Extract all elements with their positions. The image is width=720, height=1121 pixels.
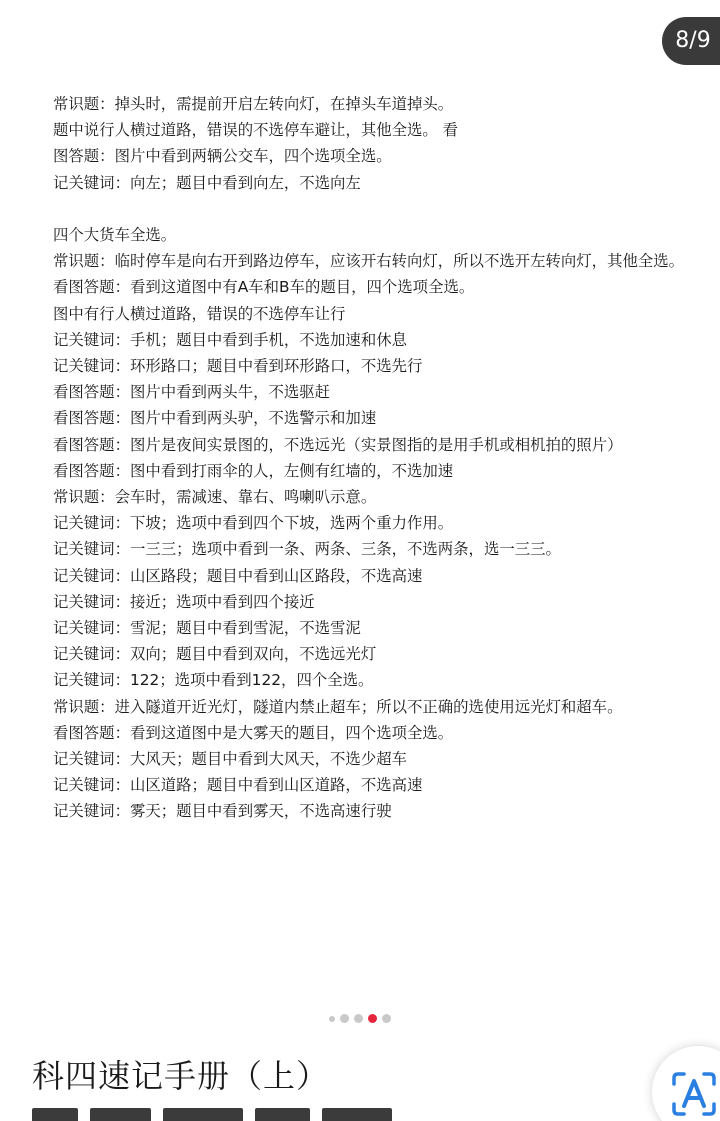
carousel-dot-active[interactable]: [368, 1014, 377, 1023]
note-line: 记关键词：一三三；选项中看到一条、两条、三条，不选两条，选一三三。: [53, 540, 561, 559]
note-line: 记关键词：双向；题目中看到双向，不选远光灯: [53, 645, 377, 664]
note-line: 记关键词：山区路段；题目中看到山区路段，不选高速: [53, 566, 423, 585]
note-line: 常识题：会车时，需减速、靠右、鸣喇叭示意。: [53, 488, 377, 507]
text-recognition-button[interactable]: [652, 1046, 720, 1121]
carousel-indicator[interactable]: [0, 1014, 720, 1023]
carousel-dot[interactable]: [382, 1014, 391, 1023]
post-title: 科四速记手册（上）: [32, 1057, 330, 1095]
note-line: 记关键词：122；选项中看到122，四个全选。: [53, 671, 374, 690]
note-line: 题中说行人横过道路，错误的不选停车避让，其他全选。 看: [53, 121, 459, 140]
note-line: 看图答题：看到这道图中有A车和B车的题目，四个选项全选。: [53, 278, 475, 297]
note-line: 记关键词：环形路口；题目中看到环形路口，不选先行: [53, 357, 423, 376]
carousel-dot[interactable]: [329, 1016, 335, 1022]
note-line: 记关键词：大风天；题目中看到大风天，不选少超车: [53, 750, 407, 769]
carousel-dot[interactable]: [354, 1014, 363, 1023]
note-line: 看图答题：图中看到打雨伞的人，左侧有红墙的，不选加速: [53, 461, 454, 480]
note-line: 图答题：图片中看到两辆公交车，四个选项全选。: [53, 147, 392, 166]
note-line: 常识题：进入隧道开近光灯，隧道内禁止超车；所以不正确的选使用远光灯和超车。: [53, 697, 623, 716]
note-blank-line: [53, 196, 708, 222]
note-line: 常识题：掉头时，需提前开启左转向灯，在掉头车道掉头。: [53, 95, 454, 113]
note-line: 记关键词：接近；选项中看到四个接近: [53, 592, 315, 611]
carousel-dot[interactable]: [340, 1014, 349, 1023]
note-line: 记关键词：山区道路；题目中看到山区道路，不选高速: [53, 776, 423, 795]
note-image-text: [53, 91, 708, 825]
post-body-cutoff: [32, 1108, 392, 1121]
note-line: 记关键词：手机；题目中看到手机，不选加速和休息: [53, 330, 407, 349]
note-line: 看图答题：图片中看到两头牛，不选驱赶: [53, 383, 331, 402]
note-line: 看图答题：图片中看到两头驴，不选警示和加速: [53, 409, 377, 428]
note-line: 记关键词：雾天；题目中看到雾天，不选高速行驶: [53, 802, 392, 821]
note-line: 图中有行人横过道路，错误的不选停车让行: [53, 304, 346, 323]
note-line: 看图答题：看到这道图中是大雾天的题目，四个选项全选。: [53, 723, 454, 742]
note-line: 四个大货车全选。: [53, 226, 177, 244]
note-line: 常识题：临时停车是向右开到路边停车，应该开右转向灯，所以不选开左转向灯，其他全选。: [53, 252, 685, 271]
note-line: 记关键词：下坡；选项中看到四个下坡，选两个重力作用。: [53, 514, 454, 533]
note-line: 看图答题：图片是夜间实景图的，不选远光（实景图指的是用手机或相机拍的照片）: [53, 435, 623, 454]
note-line: 记关键词：雪泥；题目中看到雪泥，不选雪泥: [53, 619, 361, 638]
image-page-counter: 8/9: [662, 17, 720, 65]
note-line: 记关键词：向左；题目中看到向左，不选向左: [53, 173, 361, 192]
text-recognition-icon: [672, 1072, 716, 1116]
